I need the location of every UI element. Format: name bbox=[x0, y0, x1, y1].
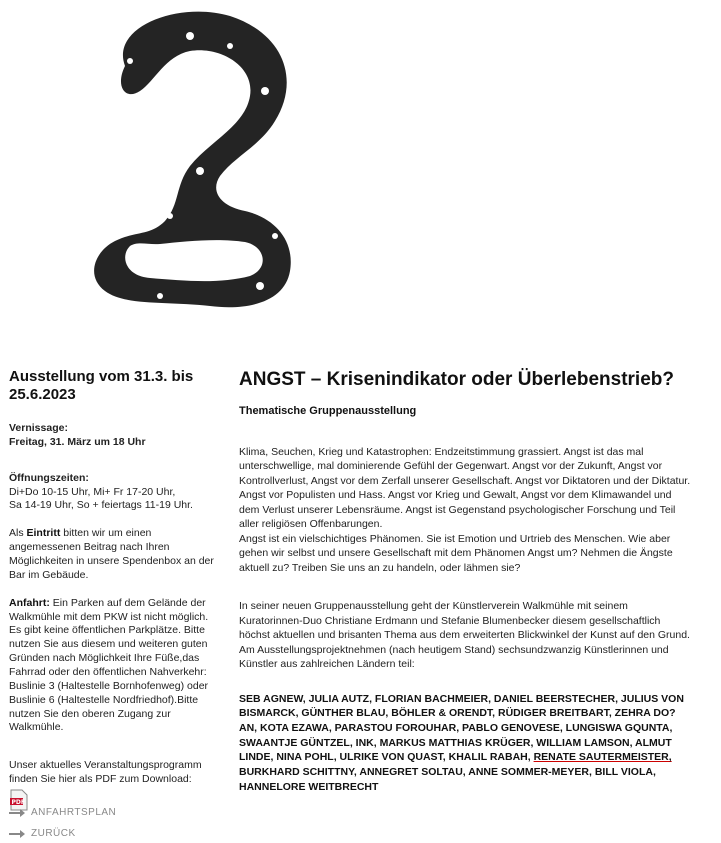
intro-paragraph-2: Angst ist ein vielschichtiges Phänomen. Sie ist Emotion und Urtrieb des Menschen. Wie aber gehen wir selbst und unsere Gesellschaft mit dem Phänomen Angst um? Nehmen die Ängste aktuell zu? Treiben Sie uns an zu handeln, oder lähmen sie? bbox=[239, 532, 673, 574]
participants-paragraph: Am Ausstellungsprojektnehmen (nach heutigem Stand) sechsundzwanzig Künstlerinnen und Künstler aus zahlreichen Ländern teil: bbox=[239, 643, 669, 671]
exhibition-artwork bbox=[70, 6, 330, 316]
hours-line-1: Di+Do 10-15 Uhr, Mi+ Fr 17-20 Uhr, bbox=[9, 485, 176, 498]
arrow-right-icon bbox=[9, 830, 25, 838]
travel-info bbox=[9, 597, 214, 736]
page-subtitle: Thematische Gruppenausstellung bbox=[239, 404, 417, 417]
curator-paragraph: In seiner neuen Gruppenausstellung geht der Künstlerverein Walkmühle mit seinem Kuratorinnen-Duo Christiane Erdmann und Stefanie Blumenbecker diesem gesellschaftlich höchst aktuellen und brisanten Thema aus dem erweiterten Blickwinkel der Kunst auf den Grund. bbox=[239, 600, 690, 642]
directions-link[interactable] bbox=[9, 807, 116, 818]
entry-bold: Eintritt bbox=[26, 527, 61, 540]
curator-block bbox=[239, 599, 691, 671]
back-link[interactable] bbox=[9, 828, 76, 839]
arrow-right-icon bbox=[9, 809, 25, 817]
intro-paragraph-1: Klima, Seuchen, Krieg und Katastrophen: Endzeitstimmung grassiert. Angst ist das mal unterschwellige, mal dominierende Gefühl der Gegenwart. Angst vor der Zukunft, Angst vor Kontrollverlust, Angst vor dem Zerfall unserer Gesellschaft. Angst vor Diktatoren und der Diktatur. Angst vor Populisten und Hass. Angst vor Krieg und Gewalt, Angst vor dem Klimawandel und dem Verlust unserer Lebensräume. Angst ist Gegenstand psychologischer Forschung und Teil aller religiösen Offenbarungen. bbox=[239, 445, 691, 531]
program-text: Unser aktuelles Veranstaltungsprogramm finden Sie hier als PDF zum Download: bbox=[9, 759, 202, 786]
main-content bbox=[239, 368, 691, 795]
travel-bold: Anfahrt: bbox=[9, 596, 50, 609]
artist-list bbox=[239, 692, 691, 795]
artist-list-part-1: SEB AGNEW, JULIA AUTZ, FLORIAN BACHMEIER, DANIEL BEERSTECHER, JULIUS VON BISMARCK, GÜNTHER BLAU, BÖHLER & ORENDT, RÜDIGER BREITBART, ZEHRA DO?AN, KOTA EZAWA, PARASTOU FOROUHAR, PABLO GENOVESE, LUNGISWA GQUNTA, SWAANTJE GÜNTZEL, INK, MARKUS MATTHIAS KRÜGER, WILLIAM LAMSON, ALMUT LINDE, NINA POHL, ULRIKE VON QUAST, KHALIL RABAH, bbox=[239, 692, 684, 764]
directions-label: ANFAHRTSPLAN bbox=[31, 807, 117, 818]
hours-line-2: Sa 14-19 Uhr, So + feiertags 11-19 Uhr. bbox=[9, 499, 193, 512]
svg-text:PDF: PDF bbox=[11, 799, 25, 807]
opening-hours-section bbox=[9, 472, 214, 514]
entry-text: bitten wir um einen angemessenen Beitrag nach Ihren Möglichkeiten in unsere Spendenbox an der Bar im Gebäude. bbox=[9, 527, 214, 581]
sidebar-info bbox=[9, 368, 214, 816]
entry-info bbox=[9, 527, 214, 582]
page-title: ANGST – Krisenindikator oder Überlebenstrieb? bbox=[239, 369, 674, 390]
artist-highlight: RENATE SAUTERMEISTER, bbox=[533, 751, 672, 764]
vernissage-section bbox=[9, 422, 214, 450]
intro-block bbox=[239, 445, 691, 575]
hours-label: Öffnungszeiten: bbox=[9, 471, 89, 484]
back-label: ZURÜCK bbox=[31, 828, 76, 839]
travel-text: Ein Parken auf dem Gelände der Walkmühle mit dem PKW ist nicht möglich. Es gibt keine öffentlichen Parkplätze. Bitte nutzen Sie aus diesem und weiteren guten Gründen nach Möglichkeit Ihre Füße,das Fahrrad oder den öffentlichen Nahverkehr: Buslinie 3 (Haltestelle Bornhofenweg) oder Buslinie 6 (Haltestelle Nordfriedhof).Bitte nutzen Sie den oberen Zugang zur Walkmühle. bbox=[9, 596, 209, 734]
exhibition-dates: Ausstellung vom 31.3. bis 25.6.2023 bbox=[9, 368, 194, 403]
vernissage-date: Freitag, 31. März um 18 Uhr bbox=[9, 435, 146, 448]
entry-prefix: Als bbox=[9, 527, 27, 540]
artist-list-part-2: BURKHARD SCHITTNY, ANNEGRET SOLTAU, ANNE SOMMER-MEYER, BILL VIOLA, HANNELORE WEITBRECHT bbox=[239, 766, 656, 793]
vernissage-label: Vernissage: bbox=[9, 422, 68, 434]
